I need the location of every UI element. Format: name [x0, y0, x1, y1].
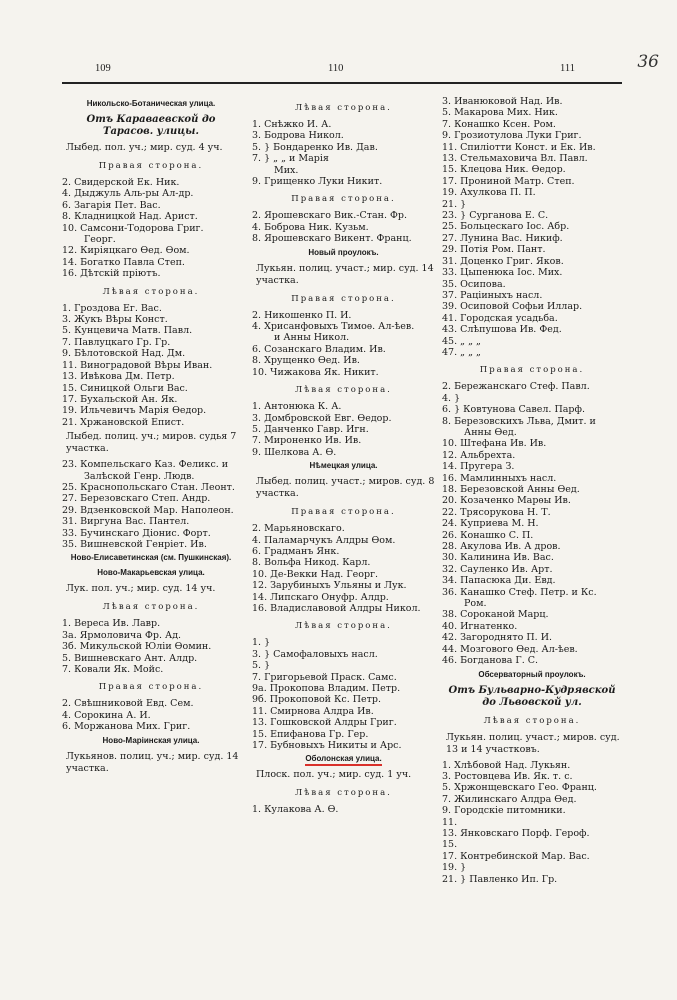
house-entry: 29. Вдзенковской Мар. Наполеон.: [62, 504, 234, 516]
house-entry: 7. Григорьевой Праск. Самс.: [252, 671, 397, 683]
house-entry: 6. Созанскаго Владим. Ив.: [252, 343, 386, 355]
entry-continuation: Анны Ѳед.: [464, 426, 517, 438]
house-entry: 19. Ильчевичъ Марія Ѳедор.: [62, 405, 207, 417]
house-entry: 5. Макарова Мих. Ник.: [442, 107, 558, 119]
police-court-info: Лукьянов. полиц. уч.; мир. суд. 14 участка.: [66, 750, 239, 774]
house-entry: 1. }: [252, 637, 271, 649]
street-range-subtitle: Отъ Караваевской до Тарасов. улицы.: [86, 114, 216, 137]
house-entry: 11. Виноградовой Вѣры Иван.: [62, 359, 213, 371]
street-side-heading: Правая сторона.: [291, 293, 396, 304]
house-entry: 7. Павлуцкаго Гр. Гр.: [62, 336, 171, 348]
house-entry: 22. Трясорукова Н. Т.: [442, 506, 551, 518]
page-number-right: 111: [560, 63, 575, 74]
house-entry: 11. Спилiотти Конст. и Ек. Ив.: [442, 141, 596, 153]
house-entry: 19. Ахулкова П. П.: [442, 187, 536, 199]
house-entry: 1. Гроздова Ег. Вас.: [62, 302, 162, 314]
house-entry: 7. Конашко Ксен. Ром.: [442, 118, 556, 130]
house-entry: 41. Городская усадьба.: [442, 312, 558, 324]
house-entry: 8. Вольфа Никод. Карл.: [252, 557, 371, 569]
house-entry: 11. Смирнова Алдра Ив.: [252, 705, 374, 717]
house-entry: 33. Цыпенюка Іос. Мих.: [442, 267, 563, 279]
house-entry: 42. Загороднято П. И.: [442, 632, 553, 644]
police-court-info: Лукьян. полиц. участ.; мир. суд. 14 участка.: [256, 262, 434, 286]
house-entry: 46. Богданова Г. С.: [442, 655, 539, 667]
house-entry: 1. Хлѣбовой Над. Лукьян.: [442, 759, 571, 771]
house-entry: 34. Папасюка Ди. Евд.: [442, 575, 556, 587]
house-entry: 13. Янковскаго Порф. Героф.: [442, 827, 590, 839]
house-entry: 1. Антонюка К. А.: [252, 401, 342, 413]
house-entry: 3. Домбровской Евг. Ѳедор.: [252, 412, 392, 424]
house-entry: 16. Мамлинныхъ насл.: [442, 472, 557, 484]
house-entry: 23. Компельскаго Каз. Феликс. и: [62, 459, 229, 471]
house-entry: 3. Бодрова Никол.: [252, 130, 344, 142]
page-number-center: 110: [328, 63, 344, 74]
house-entry: 12. Альбрехта.: [442, 449, 516, 461]
house-entry: 9. Шелкова А. Ѳ.: [252, 446, 337, 458]
house-entry: 33. Бучинскаго Діонис. Форт.: [62, 527, 211, 539]
police-court-info: Лыбед. пол. уч.; мир. суд. 4 уч.: [66, 142, 223, 153]
street-heading-highlighted: [252, 754, 435, 764]
house-entry: 21. } Павленко Ип. Гр.: [442, 873, 558, 885]
house-entry: 4. Дыджуль Аль-ры Ал-др.: [62, 188, 194, 200]
police-court-info: Лук. пол. уч.; мир. суд. 14 уч.: [66, 583, 216, 595]
house-entry: 5. }: [252, 660, 271, 672]
house-entry: 37. Рацiиныхъ насл.: [442, 289, 543, 301]
house-entry: 16. Владиславовой Алдры Никол.: [252, 602, 421, 614]
police-court-info: Лыбед. полиц. участ.; миров. суд. 8 участка.: [256, 476, 435, 500]
entry-continuation: Ром.: [464, 598, 487, 610]
house-entry: 7. Жилинскаго Алдра Ѳед.: [442, 793, 577, 805]
house-entry: 9. Бѣлотовской Над. Дм.: [62, 348, 186, 360]
police-court-info: Лукьян. полиц. участ.; миров. суд. 13 и 14 участковъ.: [446, 731, 620, 755]
house-entry: 13. Стельмаховича Вл. Павл.: [442, 153, 588, 165]
house-entry: 5. Кунцевича Матв. Павл.: [62, 325, 193, 337]
house-entry: 4. Сорокина А. И.: [62, 709, 151, 721]
house-entry: 8. Хрущенко Ѳед. Ив.: [252, 355, 360, 367]
police-court-info: Плоск. пол. уч.; мир. суд. 1 уч.: [256, 769, 412, 781]
house-entry: 44. Мозгового Ѳед. Ал-ѣев.: [442, 643, 578, 655]
handwritten-page-mark: 36: [637, 52, 659, 72]
house-entry: 31. Доценко Григ. Яков.: [442, 255, 564, 267]
house-entry: 30. Калинина Ив. Вас.: [442, 552, 554, 564]
house-entry: 25. Краснопольскаго Стан. Леонт.: [62, 481, 235, 493]
house-entry: 27. Березовскаго Степ. Андр.: [62, 493, 211, 505]
house-entry: 6. Моржанова Мих. Григ.: [62, 721, 191, 733]
entry-continuation: Мих.: [274, 164, 299, 176]
street-side-heading: Лѣвая сторона.: [295, 385, 392, 396]
house-entry: 6. } Ковтунова Савел. Парф.: [442, 404, 585, 416]
house-entry: 7. } „ „ и Марія: [252, 153, 329, 165]
entry-continuation: и Анны Никол.: [274, 332, 350, 344]
street-side-heading: Лѣвая сторона.: [102, 286, 200, 297]
house-entry: 14. Богатко Павла Степ.: [62, 256, 185, 268]
house-entry: 7. Ковали Як. Мойс.: [62, 664, 164, 675]
house-entry: 21. Хржановской Епист.: [62, 416, 185, 428]
house-entry: 28. Акулова Ив. А дров.: [442, 541, 561, 553]
house-entry: 5. Хржонщевскаго Гео. Франц.: [442, 782, 597, 794]
house-entry: 18. Березовской Анны Ѳед.: [442, 484, 580, 495]
house-entry: 14. Пругера З.: [442, 461, 515, 473]
street-heading: Обсерваторный проулокъ.: [478, 669, 586, 679]
house-entry: 6. Градманъ Янк.: [252, 545, 340, 557]
street-side-heading: Лѣвая сторона.: [295, 788, 392, 799]
house-entry: 47. „ „ „: [442, 346, 481, 358]
house-entry: 38. Сороканой Марц.: [442, 609, 549, 621]
entry-continuation: Залѣской Генр. Людв.: [84, 470, 195, 482]
house-entry: 1. Кулакова А. Ѳ.: [252, 804, 339, 816]
header-rule: [62, 82, 622, 84]
house-entry: 4. Боброва Ник. Кузьм.: [252, 221, 369, 233]
street-side-heading: Правая сторона.: [479, 365, 585, 376]
street-side-heading: Правая сторона.: [98, 161, 204, 171]
house-entry: 43. Слѣпушова Ив. Фед.: [442, 324, 562, 336]
house-entry: 17. Бухальской Ан. Як.: [62, 393, 178, 405]
house-entry: 5. Данченко Гавр. Игн.: [252, 423, 369, 435]
street-heading: Ново-Елисаветинская (см. Пушкинская).: [70, 553, 232, 563]
house-entry: 2. Марьяновскаго.: [252, 523, 345, 535]
house-entry: 9. Грозиотулова Луки Григ.: [442, 130, 582, 142]
house-entry: 12. Зарубиныхъ Ульяны и Лук.: [252, 580, 407, 592]
house-entry: 20. Козаченко Марѳы Ив.: [442, 495, 571, 507]
house-entry: 15. Синицкой Ольги Вас.: [62, 382, 188, 394]
house-entry: 2. Свидерской Ек. Ник.: [62, 177, 180, 188]
house-entry: 23. } Сурганова Е. С.: [442, 210, 549, 222]
house-entry: 15. Епифанова Гр. Гер.: [252, 728, 369, 740]
house-entry: 13. Ивѣкова Дм. Петр.: [62, 371, 175, 383]
house-entry: 13. Гошковской Алдры Григ.: [252, 717, 397, 729]
house-entry: 11.: [442, 816, 458, 828]
house-entry: 27. Лунина Вас. Никиф.: [442, 232, 563, 244]
house-entry: 10. Чижакова Як. Никит.: [252, 366, 379, 378]
house-entry: 26. Конашко С. П.: [442, 529, 534, 541]
street-heading: Нѣмецкая улица.: [309, 461, 378, 471]
house-entry: 14. Липскаго Онуфр. Алдр.: [252, 591, 389, 603]
house-entry: 6. Загарія Пет. Вас.: [62, 199, 161, 211]
street-side-heading: Правая сторона.: [291, 194, 396, 205]
house-entry: 45. „ „ „: [442, 335, 481, 347]
house-entry: 8. Кладницкой Над. Арист.: [62, 211, 198, 223]
house-entry: 5. } Бондаренко Ив. Дав.: [252, 141, 378, 153]
house-entry: 31. Виргуна Вас. Пантел.: [62, 516, 190, 528]
house-entry: 36. Канашко Стеф. Петр. и Кс.: [442, 586, 597, 598]
house-entry: 3б. Микульской Юліи Ѳомин.: [62, 641, 212, 653]
house-entry: 39. Осиповой Софьи Иллар.: [442, 301, 583, 313]
house-entry: 1. Снѣжко И. А.: [252, 119, 332, 130]
house-entry: 29. Потія Ром. Пант.: [442, 244, 546, 256]
house-entry: 5. Вишневскаго Ант. Алдр.: [62, 652, 198, 664]
page-number-left: 109: [95, 63, 111, 74]
street-heading: Новый проулокъ.: [308, 247, 379, 257]
house-entry: 3. Иванюковой Над. Ив.: [442, 96, 563, 107]
house-entry: 2. Никошенко П. И.: [252, 309, 352, 321]
house-entry: 15.: [442, 839, 458, 851]
column-middle: [252, 96, 435, 816]
house-entry: 3. Ростовцева Ив. Як. т. с.: [442, 770, 573, 782]
house-entry: 32. Сауленко Ив. Арт.: [442, 563, 553, 575]
house-entry: 17. Прониной Матр. Степ.: [442, 175, 575, 187]
street-side-heading: Правая сторона.: [291, 507, 396, 518]
street-heading: Ново-Макарьевская улица.: [97, 568, 205, 578]
street-side-heading: Правая сторона.: [98, 682, 204, 693]
street-side-heading: Лѣвая сторона.: [102, 602, 200, 613]
house-entry: 10. Де-Векки Над. Георг.: [252, 568, 379, 580]
entry-continuation: Георг.: [84, 234, 116, 246]
house-entry: 8. Березовскихъ Льва, Дмит. и: [442, 415, 596, 427]
house-entry: 12. Кирiяцкаго Ѳед. Ѳом.: [62, 245, 190, 257]
house-entry: 9б. Прокоповой Кс. Петр.: [252, 694, 381, 706]
house-entry: 9а. Прокопова Владим. Петр.: [252, 683, 401, 694]
house-entry: 4. }: [442, 392, 461, 404]
house-entry: 3. Жукъ Вѣры Конст.: [62, 314, 168, 326]
house-entry: 9. Городскіе питомники.: [442, 805, 566, 817]
house-entry: 40. Игнатенко.: [442, 620, 518, 632]
street-range-subtitle: Отъ Бульварно-Кудрявской до Львовской ул.: [448, 684, 616, 708]
street-side-heading: Лѣвая сторона.: [483, 715, 581, 726]
highlighted-street-name: Оболонская улица.: [305, 754, 381, 766]
house-entry: 2. Бережанскаго Стеф. Павл.: [442, 381, 590, 393]
column-left: [62, 96, 240, 779]
house-entry: 3. } Самофаловыхъ насл.: [252, 648, 378, 660]
police-court-info: Лыбед. полиц. уч.; миров. судья 7 участка.: [66, 431, 237, 455]
house-entry: 8. Ярошевскаго Викент. Франц.: [252, 233, 412, 245]
house-entry: 2. Свѣшниковой Евд. Сем.: [62, 698, 194, 710]
column-right: [442, 96, 622, 885]
house-entry: 4. Паламарчукъ Алдры Ѳом.: [252, 534, 396, 546]
house-entry: 35. Вишневской Генріет. Ив.: [62, 538, 207, 550]
house-entry: 10. Штефана Ив. Ив.: [442, 438, 547, 450]
house-entry: 3а. Ярмоловича Фр. Ад.: [62, 629, 182, 641]
house-entry: 4. Хрисанфовыхъ Тимоѳ. Ал-ѣев.: [252, 321, 415, 333]
house-entry: 21. }: [442, 198, 467, 210]
street-side-heading: Лѣвая сторона.: [295, 621, 392, 632]
house-entry: 24. Куприева М. Н.: [442, 518, 539, 530]
street-heading: Ново-Маріинская улица.: [102, 735, 200, 745]
house-entry: 35. Осипова.: [442, 278, 506, 290]
house-entry: 17. Бубновыхъ Никиты и Арс.: [252, 740, 402, 752]
house-entry: 17. Контребинской Мар. Вас.: [442, 850, 590, 862]
house-entry: 25. Больцескаго Іос. Абр.: [442, 221, 570, 233]
street-side-heading: Лѣвая сторона.: [295, 103, 392, 113]
house-entry: 10. Самсони-Тодорова Григ.: [62, 222, 204, 234]
house-entry: 2. Ярошевскаго Вик.-Стан. Фр.: [252, 210, 408, 222]
house-entry: 1. Вереса Ив. Лавр.: [62, 618, 161, 630]
street-heading: Никольско-Ботаническая улица.: [86, 99, 216, 108]
house-entry: 19. }: [442, 862, 467, 874]
house-entry: 7. Мироненко Ив. Ив.: [252, 435, 362, 447]
house-entry: 15. Клецова Ник. Ѳедор.: [442, 164, 566, 176]
house-entry: 9. Грищенко Луки Никит.: [252, 176, 383, 188]
house-entry: 16. Дѣтскій пріютъ.: [62, 268, 161, 280]
